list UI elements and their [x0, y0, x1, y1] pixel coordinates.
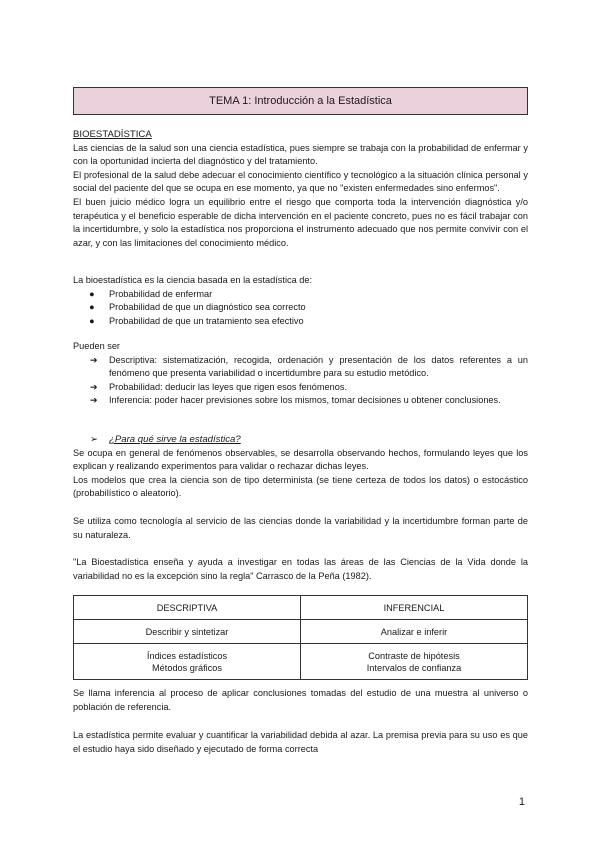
- section-bioestadistica: [73, 128, 528, 250]
- paragraph-2: El profesional de la salud debe adecuar el conocimiento científico y tecnológico a la situación clínica personal y social del paciente del que se ocupa en ese momento, ya que no "existen enfermedades sino enfermos".: [73, 169, 528, 194]
- bullet-icon: ●: [89, 288, 95, 299]
- paragraph-3: El buen juicio médico logra un equilibrio entre el riesgo que comporta toda la intervención diagnóstica y/o terapéutica y el beneficio esperable de dicha intervención en el paciente concreto, pues no es fácil trabajar con la incertidumbre, y solo la estadística nos proporciona el instrumento adecuado que nos permite convivir con el azar, y con las limitaciones del conocimiento médico.: [73, 196, 528, 248]
- table-cell: Describir y sintetizar: [74, 620, 301, 644]
- table-cell: Analizar e inferir: [301, 620, 528, 644]
- arrowhead-icon: ➢: [90, 434, 99, 445]
- types-list: [73, 354, 528, 408]
- table-row: [74, 644, 528, 680]
- title-box: [73, 87, 528, 115]
- paragraph-8: La estadística permite evaluar y cuantificar la variabilidad debida al azar. La premisa previa para su uso es que el estudio haya sido diseñado y ejecutado de forma correcta: [73, 730, 528, 754]
- pueden-ser: Pueden ser: [73, 341, 120, 351]
- question-heading: ➢ ¿Para qué sirve la estadística?: [90, 434, 241, 445]
- quote: "La Bioestadística enseña y ayuda a investigar en todas las áreas de las Ciencias de la Vida donde la variabilidad no es la excepción sino la regla" Carrasco de la Peña (1982).: [73, 557, 528, 581]
- paragraph-7: Se llama inferencia al proceso de aplicar conclusiones tomadas del estudio de una muestra al universo o población de referencia.: [73, 688, 528, 712]
- types-section: [73, 340, 528, 408]
- table-header: DESCRIPTIVA: [74, 596, 301, 620]
- list-item: ● Probabilidad de que un tratamiento sea efectivo: [73, 315, 528, 329]
- table-cell: Índices estadísticos Métodos gráficos: [74, 644, 301, 680]
- list-item: ● Probabilidad de que un diagnóstico sea correcto: [73, 301, 528, 315]
- list-item: ➔ Inferencia: poder hacer previsiones sobre los mismos, tomar decisiones u obtener conclusiones.: [73, 394, 528, 408]
- section-heading: BIOESTADÍSTICA: [73, 129, 152, 140]
- bio-intro: La bioestadística es la ciencia basada en la estadística de:: [73, 275, 313, 285]
- paragraph-4: Se ocupa en general de fenómenos observables, se desarrolla observando hechos, formulando leyes que los explican y realizando experimentos para validar o rechazar dichas leyes.: [73, 447, 528, 472]
- list-item: ● Probabilidad de enfermar: [73, 288, 528, 302]
- question-section: [73, 433, 528, 501]
- arrow-icon: ➔: [90, 354, 98, 365]
- table-cell: Contraste de hipótesis Intervalos de confianza: [301, 644, 528, 680]
- table-header: INFERENCIAL: [301, 596, 528, 620]
- bullet-icon: ●: [89, 315, 95, 326]
- paragraph-5: Los modelos que crea la ciencia son de tipo determinista (se tiene certeza de todos los datos) o estocástico (probabilístico o aleatorio).: [73, 474, 528, 499]
- paragraph-6: Se utiliza como tecnología al servicio de las ciencias donde la variabilidad y la incertidumbre forman parte de su naturaleza.: [73, 516, 528, 540]
- bio-list-section: [73, 274, 528, 328]
- list-item: ➔ Probabilidad: deducir las leyes que rigen esos fenómenos.: [73, 381, 528, 395]
- arrow-icon: ➔: [90, 381, 98, 392]
- bullet-icon: ●: [89, 302, 95, 313]
- page-number: 1: [518, 796, 525, 808]
- bio-list: [73, 288, 528, 329]
- table-row: [74, 620, 528, 644]
- list-item: ➔ Descriptiva: sistematización, recogida, ordenación y presentación de los datos referentes a un fenómeno que presenta variabilidad o incertidumbre para su estudio metódico.: [90, 354, 528, 379]
- page-title: TEMA 1: Introducción a la Estadística: [209, 95, 392, 107]
- comparison-table: [73, 595, 528, 680]
- arrow-icon: ➔: [90, 395, 98, 406]
- table-header-row: [74, 596, 528, 620]
- paragraph-1: Las ciencias de la salud son una ciencia estadística, pues siempre se trabaja con la probabilidad de enfermar y con la oportunidad incierta del diagnóstico y del tratamiento.: [73, 142, 528, 167]
